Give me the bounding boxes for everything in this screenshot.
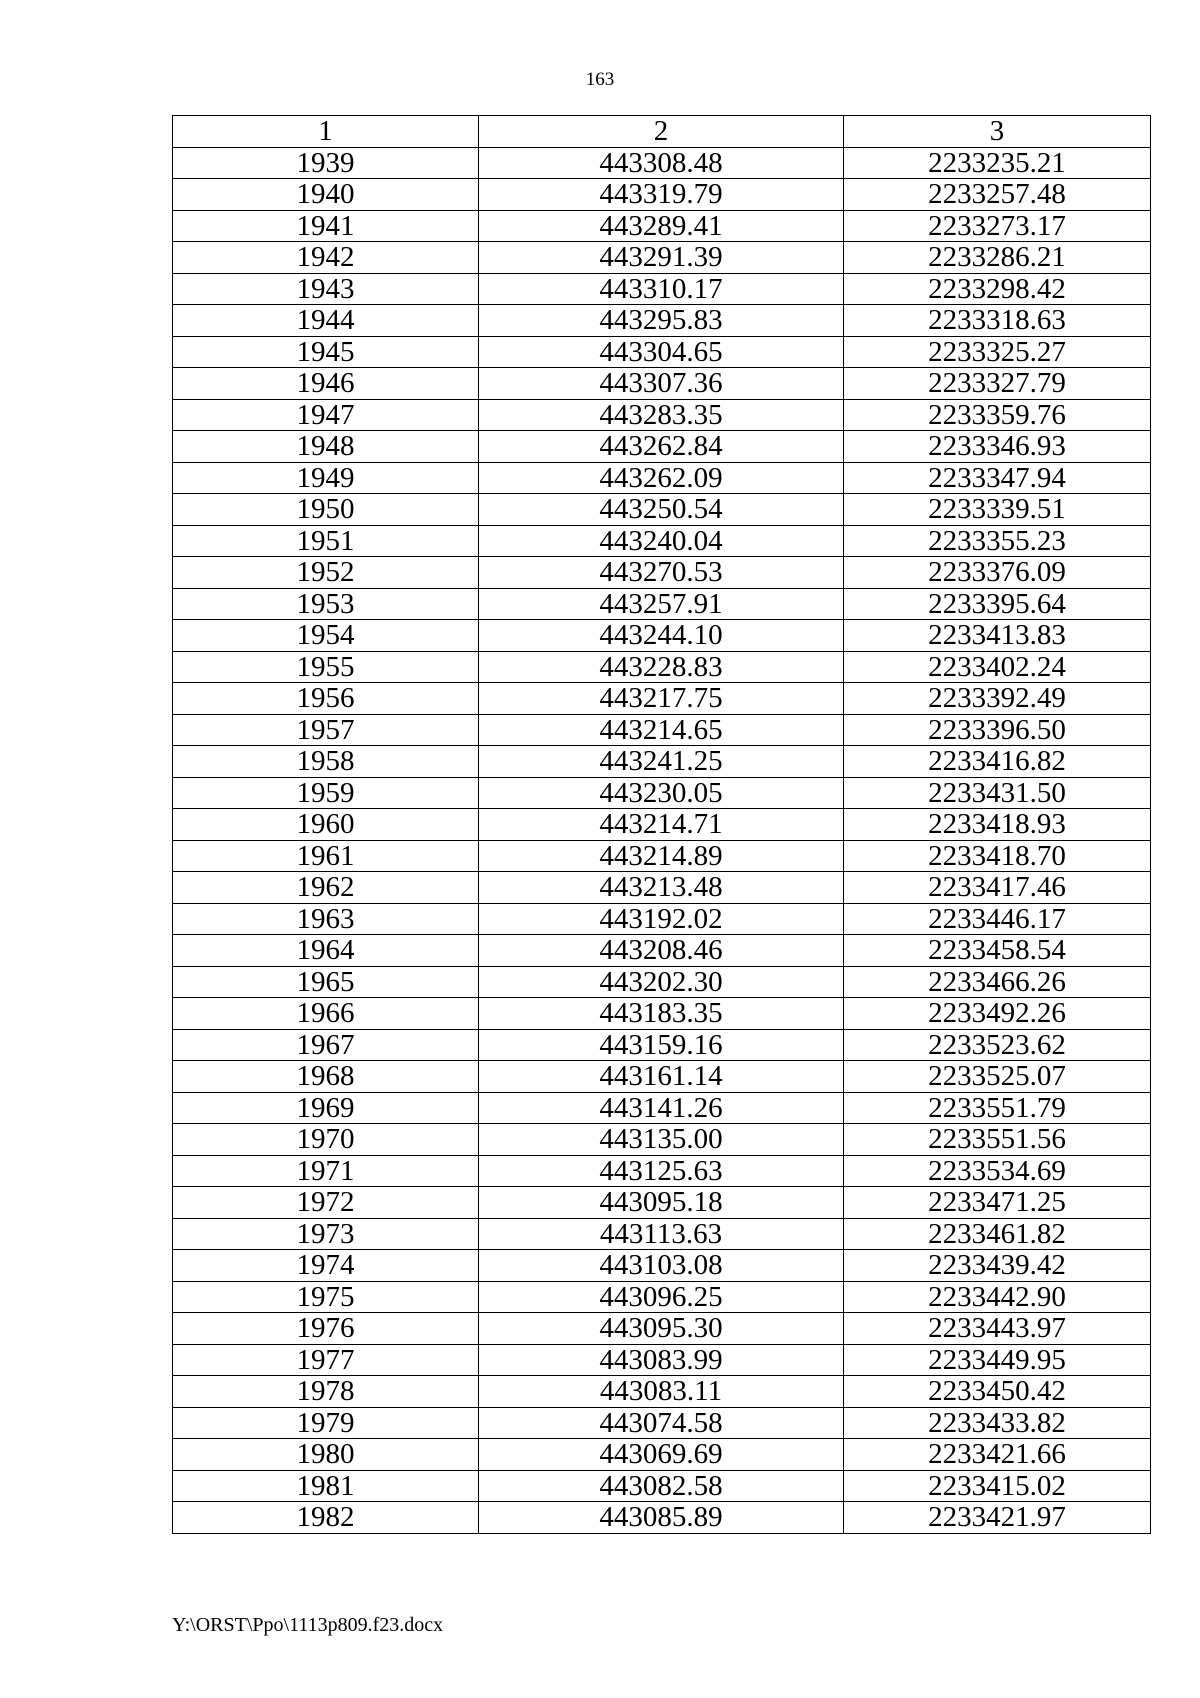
table-row <box>173 683 1151 715</box>
x-coordinate-cell: 443257.91 <box>479 588 844 620</box>
point-number-cell: 1968 <box>173 1061 479 1093</box>
y-coordinate-cell: 2233421.66 <box>844 1439 1151 1471</box>
y-coordinate-cell: 2233286.21 <box>844 242 1151 274</box>
y-coordinate-cell: 2233471.25 <box>844 1187 1151 1219</box>
x-coordinate-cell: 443241.25 <box>479 746 844 778</box>
x-coordinate-cell: 443074.58 <box>479 1407 844 1439</box>
x-coordinate-cell: 443082.58 <box>479 1470 844 1502</box>
y-coordinate-cell: 2233395.64 <box>844 588 1151 620</box>
table-row <box>173 620 1151 652</box>
column-header-1: 1 <box>173 116 479 148</box>
point-number-cell: 1946 <box>173 368 479 400</box>
y-coordinate-cell: 2233417.46 <box>844 872 1151 904</box>
y-coordinate-cell: 2233466.26 <box>844 966 1151 998</box>
coordinates-table <box>172 115 1151 1534</box>
x-coordinate-cell: 443262.09 <box>479 462 844 494</box>
x-coordinate-cell: 443085.89 <box>479 1502 844 1534</box>
x-coordinate-cell: 443161.14 <box>479 1061 844 1093</box>
table-body <box>173 116 1151 1534</box>
y-coordinate-cell: 2233492.26 <box>844 998 1151 1030</box>
x-coordinate-cell: 443103.08 <box>479 1250 844 1282</box>
x-coordinate-cell: 443307.36 <box>479 368 844 400</box>
table-row <box>173 1187 1151 1219</box>
y-coordinate-cell: 2233355.23 <box>844 525 1151 557</box>
x-coordinate-cell: 443230.05 <box>479 777 844 809</box>
y-coordinate-cell: 2233347.94 <box>844 462 1151 494</box>
table-row <box>173 1092 1151 1124</box>
y-coordinate-cell: 2233392.49 <box>844 683 1151 715</box>
table-row <box>173 1281 1151 1313</box>
table-row <box>173 651 1151 683</box>
x-coordinate-cell: 443270.53 <box>479 557 844 589</box>
table-row <box>173 966 1151 998</box>
column-header-3: 3 <box>844 116 1151 148</box>
y-coordinate-cell: 2233523.62 <box>844 1029 1151 1061</box>
table-row <box>173 494 1151 526</box>
point-number-cell: 1940 <box>173 179 479 211</box>
x-coordinate-cell: 443214.71 <box>479 809 844 841</box>
table-row <box>173 525 1151 557</box>
x-coordinate-cell: 443214.89 <box>479 840 844 872</box>
y-coordinate-cell: 2233461.82 <box>844 1218 1151 1250</box>
point-number-cell: 1939 <box>173 147 479 179</box>
point-number-cell: 1945 <box>173 336 479 368</box>
y-coordinate-cell: 2233327.79 <box>844 368 1151 400</box>
y-coordinate-cell: 2233235.21 <box>844 147 1151 179</box>
y-coordinate-cell: 2233318.63 <box>844 305 1151 337</box>
point-number-cell: 1941 <box>173 210 479 242</box>
table-row <box>173 809 1151 841</box>
point-number-cell: 1943 <box>173 273 479 305</box>
y-coordinate-cell: 2233431.50 <box>844 777 1151 809</box>
y-coordinate-cell: 2233396.50 <box>844 714 1151 746</box>
x-coordinate-cell: 443096.25 <box>479 1281 844 1313</box>
x-coordinate-cell: 443192.02 <box>479 903 844 935</box>
table-header-row <box>173 116 1151 148</box>
y-coordinate-cell: 2233415.02 <box>844 1470 1151 1502</box>
x-coordinate-cell: 443083.99 <box>479 1344 844 1376</box>
table-row <box>173 1439 1151 1471</box>
table-row <box>173 1502 1151 1534</box>
x-coordinate-cell: 443208.46 <box>479 935 844 967</box>
point-number-cell: 1958 <box>173 746 479 778</box>
x-coordinate-cell: 443113.63 <box>479 1218 844 1250</box>
x-coordinate-cell: 443283.35 <box>479 399 844 431</box>
point-number-cell: 1972 <box>173 1187 479 1219</box>
y-coordinate-cell: 2233402.24 <box>844 651 1151 683</box>
table-row <box>173 179 1151 211</box>
table-row <box>173 935 1151 967</box>
y-coordinate-cell: 2233346.93 <box>844 431 1151 463</box>
table-row <box>173 1470 1151 1502</box>
x-coordinate-cell: 443304.65 <box>479 336 844 368</box>
x-coordinate-cell: 443141.26 <box>479 1092 844 1124</box>
y-coordinate-cell: 2233273.17 <box>844 210 1151 242</box>
point-number-cell: 1979 <box>173 1407 479 1439</box>
point-number-cell: 1951 <box>173 525 479 557</box>
x-coordinate-cell: 443083.11 <box>479 1376 844 1408</box>
point-number-cell: 1960 <box>173 809 479 841</box>
point-number-cell: 1977 <box>173 1344 479 1376</box>
y-coordinate-cell: 2233439.42 <box>844 1250 1151 1282</box>
x-coordinate-cell: 443214.65 <box>479 714 844 746</box>
y-coordinate-cell: 2233413.83 <box>844 620 1151 652</box>
page-number: 163 <box>585 69 615 90</box>
point-number-cell: 1949 <box>173 462 479 494</box>
point-number-cell: 1953 <box>173 588 479 620</box>
table-row <box>173 998 1151 1030</box>
x-coordinate-cell: 443135.00 <box>479 1124 844 1156</box>
table-row <box>173 1313 1151 1345</box>
point-number-cell: 1961 <box>173 840 479 872</box>
point-number-cell: 1948 <box>173 431 479 463</box>
y-coordinate-cell: 2233525.07 <box>844 1061 1151 1093</box>
table-row <box>173 557 1151 589</box>
point-number-cell: 1970 <box>173 1124 479 1156</box>
point-number-cell: 1954 <box>173 620 479 652</box>
table-row <box>173 1061 1151 1093</box>
x-coordinate-cell: 443295.83 <box>479 305 844 337</box>
table-row <box>173 872 1151 904</box>
x-coordinate-cell: 443183.35 <box>479 998 844 1030</box>
table-row <box>173 1029 1151 1061</box>
point-number-cell: 1981 <box>173 1470 479 1502</box>
y-coordinate-cell: 2233442.90 <box>844 1281 1151 1313</box>
y-coordinate-cell: 2233443.97 <box>844 1313 1151 1345</box>
table-row <box>173 273 1151 305</box>
y-coordinate-cell: 2233325.27 <box>844 336 1151 368</box>
y-coordinate-cell: 2233376.09 <box>844 557 1151 589</box>
y-coordinate-cell: 2233298.42 <box>844 273 1151 305</box>
x-coordinate-cell: 443250.54 <box>479 494 844 526</box>
x-coordinate-cell: 443202.30 <box>479 966 844 998</box>
y-coordinate-cell: 2233257.48 <box>844 179 1151 211</box>
point-number-cell: 1971 <box>173 1155 479 1187</box>
x-coordinate-cell: 443095.30 <box>479 1313 844 1345</box>
y-coordinate-cell: 2233534.69 <box>844 1155 1151 1187</box>
table-row <box>173 588 1151 620</box>
x-coordinate-cell: 443217.75 <box>479 683 844 715</box>
point-number-cell: 1944 <box>173 305 479 337</box>
table-row <box>173 903 1151 935</box>
y-coordinate-cell: 2233446.17 <box>844 903 1151 935</box>
y-coordinate-cell: 2233551.79 <box>844 1092 1151 1124</box>
table-row <box>173 1376 1151 1408</box>
x-coordinate-cell: 443069.69 <box>479 1439 844 1471</box>
x-coordinate-cell: 443159.16 <box>479 1029 844 1061</box>
table-row <box>173 1250 1151 1282</box>
x-coordinate-cell: 443240.04 <box>479 525 844 557</box>
y-coordinate-cell: 2233450.42 <box>844 1376 1151 1408</box>
y-coordinate-cell: 2233339.51 <box>844 494 1151 526</box>
y-coordinate-cell: 2233421.97 <box>844 1502 1151 1534</box>
point-number-cell: 1974 <box>173 1250 479 1282</box>
point-number-cell: 1980 <box>173 1439 479 1471</box>
x-coordinate-cell: 443262.84 <box>479 431 844 463</box>
point-number-cell: 1963 <box>173 903 479 935</box>
point-number-cell: 1962 <box>173 872 479 904</box>
point-number-cell: 1952 <box>173 557 479 589</box>
table-row <box>173 777 1151 809</box>
x-coordinate-cell: 443308.48 <box>479 147 844 179</box>
table-row <box>173 1344 1151 1376</box>
x-coordinate-cell: 443310.17 <box>479 273 844 305</box>
table-row <box>173 746 1151 778</box>
y-coordinate-cell: 2233359.76 <box>844 399 1151 431</box>
x-coordinate-cell: 443289.41 <box>479 210 844 242</box>
x-coordinate-cell: 443319.79 <box>479 179 844 211</box>
x-coordinate-cell: 443291.39 <box>479 242 844 274</box>
point-number-cell: 1967 <box>173 1029 479 1061</box>
point-number-cell: 1964 <box>173 935 479 967</box>
table-row <box>173 431 1151 463</box>
y-coordinate-cell: 2233416.82 <box>844 746 1151 778</box>
point-number-cell: 1969 <box>173 1092 479 1124</box>
table-row <box>173 1124 1151 1156</box>
table-row <box>173 210 1151 242</box>
table-row <box>173 336 1151 368</box>
table-row <box>173 1155 1151 1187</box>
column-header-2: 2 <box>479 116 844 148</box>
point-number-cell: 1959 <box>173 777 479 809</box>
point-number-cell: 1957 <box>173 714 479 746</box>
table-row <box>173 242 1151 274</box>
table-row <box>173 399 1151 431</box>
table-row <box>173 147 1151 179</box>
y-coordinate-cell: 2233551.56 <box>844 1124 1151 1156</box>
point-number-cell: 1956 <box>173 683 479 715</box>
x-coordinate-cell: 443244.10 <box>479 620 844 652</box>
point-number-cell: 1942 <box>173 242 479 274</box>
x-coordinate-cell: 443228.83 <box>479 651 844 683</box>
point-number-cell: 1976 <box>173 1313 479 1345</box>
y-coordinate-cell: 2233433.82 <box>844 1407 1151 1439</box>
point-number-cell: 1950 <box>173 494 479 526</box>
footer-file-path: Y:\ORST\Ppo\1113p809.f23.docx <box>172 1614 444 1636</box>
point-number-cell: 1978 <box>173 1376 479 1408</box>
table-row <box>173 368 1151 400</box>
table-row <box>173 714 1151 746</box>
point-number-cell: 1966 <box>173 998 479 1030</box>
table-row <box>173 840 1151 872</box>
point-number-cell: 1947 <box>173 399 479 431</box>
point-number-cell: 1975 <box>173 1281 479 1313</box>
x-coordinate-cell: 443125.63 <box>479 1155 844 1187</box>
y-coordinate-cell: 2233418.70 <box>844 840 1151 872</box>
point-number-cell: 1973 <box>173 1218 479 1250</box>
x-coordinate-cell: 443095.18 <box>479 1187 844 1219</box>
table-row <box>173 305 1151 337</box>
x-coordinate-cell: 443213.48 <box>479 872 844 904</box>
point-number-cell: 1982 <box>173 1502 479 1534</box>
table-row <box>173 462 1151 494</box>
y-coordinate-cell: 2233458.54 <box>844 935 1151 967</box>
point-number-cell: 1965 <box>173 966 479 998</box>
point-number-cell: 1955 <box>173 651 479 683</box>
y-coordinate-cell: 2233418.93 <box>844 809 1151 841</box>
table-row <box>173 1407 1151 1439</box>
y-coordinate-cell: 2233449.95 <box>844 1344 1151 1376</box>
table-row <box>173 1218 1151 1250</box>
